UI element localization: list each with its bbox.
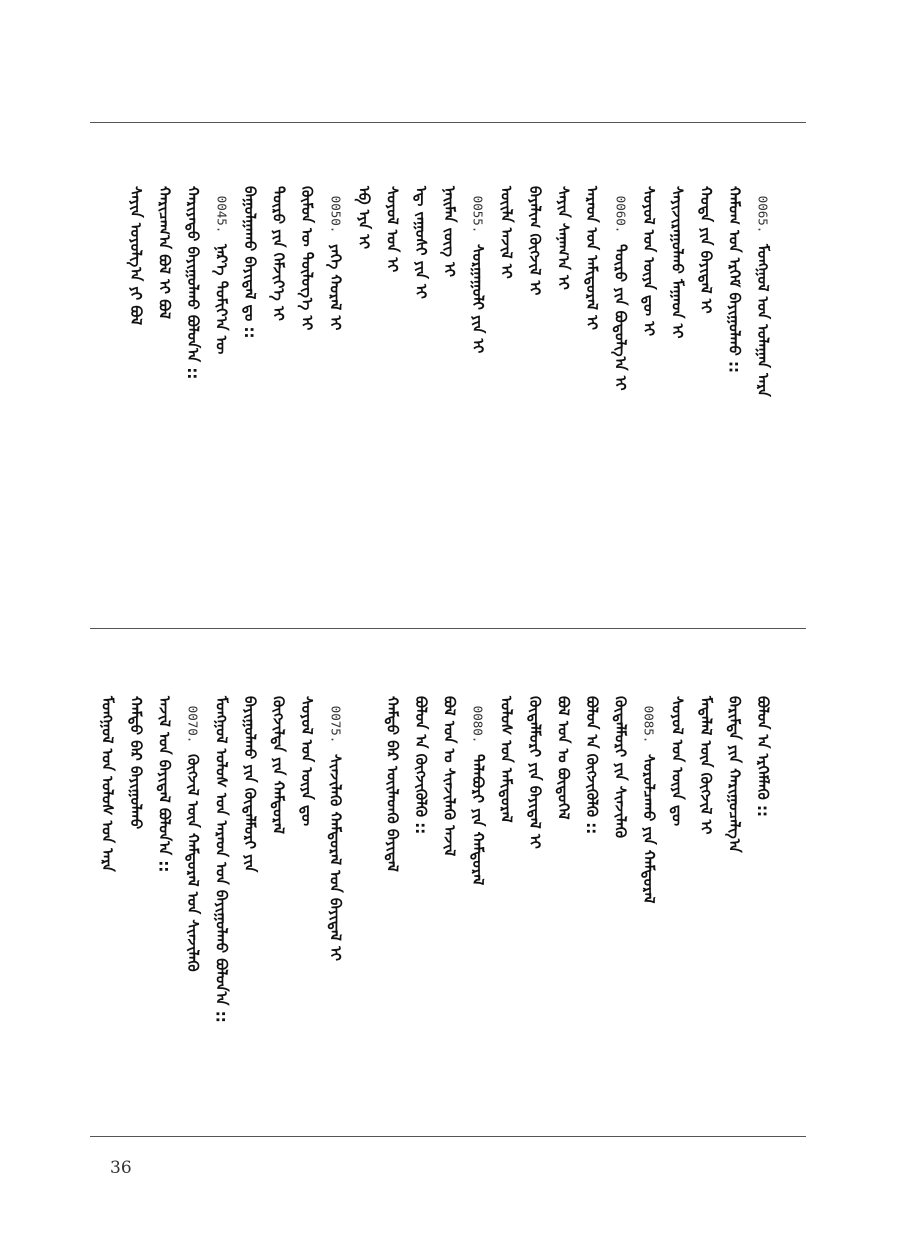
text-column — [636, 696, 662, 1116]
script-line-text: ᠠᠵᠢᠯ ᠤᠨ ᠪᠠᠶᠢᠳᠠᠯ ᠪᠣᠯᠤᠨ᠎ᠠ :: — [155, 696, 174, 873]
text-column — [665, 186, 691, 606]
text-column — [152, 696, 178, 1116]
text-column — [380, 696, 406, 1116]
script-line-text: ᠠᠷᠠᠳ ᠤᠨ ᠠᠮᠢᠳᠤᠷᠠᠯ ᠢ — [583, 186, 601, 331]
text-column — [408, 186, 434, 606]
top-text-panel — [96, 186, 776, 606]
line-number-text: 0070. — [185, 705, 201, 743]
script-line-text: ᠬᠠᠮᠤᠭ ᠤᠨ ᠡᠷᠬᠡᠮ ᠪᠠᠶᠢᠭᠤᠯᠬᠤ :: — [725, 186, 744, 373]
text-column — [95, 696, 121, 1116]
script-line-text: ᠬᠥᠳᠡᠯᠮᠦᠷᠢ ᠶᠢᠨ ᠪᠠᠶᠢᠳᠠᠯ ᠢ — [526, 696, 544, 849]
script-line — [351, 696, 377, 1116]
text-column — [266, 696, 292, 1116]
text-column — [608, 696, 634, 1116]
script-line-text: ᠬᠠᠮᠲᠤ ᠪᠠᠷ ᠦᠢᠯᠡᠳᠬᠦ ᠪᠠᠶᠢᠳᠠᠯ — [383, 696, 402, 872]
text-column — [494, 186, 520, 606]
script-line — [693, 696, 719, 1116]
script-line-text: ᠪᠠᠷᠢᠮᠲᠠ ᠶᠢᠨ ᠬᠠᠷᠢᠭᠤᠴᠠᠯᠭ᠎ᠠ — [725, 696, 744, 853]
script-line — [323, 754, 349, 1116]
script-line-text: ᠪᠣᠯᠤᠨ ᠠ ᠬᠥᠭᠵᠢᠭᠦᠯᠬᠦ :: — [583, 696, 601, 835]
script-line — [636, 186, 662, 606]
script-line-text: ᠬᠥᠳᠡᠯᠮᠦᠷᠢ ᠶᠢᠨ ᠰᠢᠨᠵᠢᠯᠡᠬᠦ — [611, 696, 630, 839]
text-column — [465, 186, 491, 606]
script-line — [408, 186, 434, 606]
script-line — [608, 696, 634, 1116]
script-line — [636, 754, 662, 1116]
script-line — [465, 754, 491, 1116]
script-line-text: ᠪᠣᠯ ᠤᠨ ᠤ ᠰᠢᠨᠵᠢᠯᠡᠬᠦ ᠠᠵᠢᠯ — [440, 696, 459, 857]
script-line-text: ᠰᠠᠶᠢᠵᠢᠷᠠᠭᠤᠯᠬᠤ ᠮᠠᠭᠠᠳ ᠢ — [668, 186, 687, 339]
text-column — [323, 186, 349, 606]
script-line — [152, 186, 178, 606]
bottom-rule — [90, 1136, 806, 1137]
text-column — [608, 186, 634, 606]
top-rule — [90, 122, 806, 123]
script-line — [437, 696, 463, 1116]
text-column — [294, 696, 320, 1116]
line-number-text: 0065. — [755, 195, 771, 233]
script-line-text: ᠬᠣᠲᠠ ᠶᠢᠨ ᠪᠠᠶᠢᠳᠠᠯ ᠢ — [697, 186, 715, 314]
script-line — [237, 186, 263, 606]
text-column — [209, 186, 235, 606]
line-number-text: 0045. — [214, 195, 230, 233]
line-number-text: 0055. — [470, 195, 486, 233]
text-column — [551, 186, 577, 606]
script-line-text: ᠦᠢᠯᠡ ᠠᠵᠢᠯ ᠢ — [497, 186, 516, 279]
script-line — [722, 696, 748, 1116]
script-line — [579, 186, 605, 606]
text-column — [522, 186, 548, 606]
script-line — [152, 696, 178, 1116]
text-column — [323, 696, 349, 1116]
script-line — [209, 244, 235, 606]
text-column — [494, 696, 520, 1116]
script-line — [608, 244, 634, 606]
script-line — [123, 696, 149, 1116]
script-line — [494, 696, 520, 1116]
script-line-text: ᠪᠣᠯᠤᠨ ᠠ ᠡᠷᠬᠡᠮᠯᠡᠬᠦ :: — [754, 696, 772, 817]
script-line-text: ᠪᠣᠯᠤᠨ ᠠ ᠬᠥᠭᠵᠢᠭᠦᠯᠬᠦ :: — [412, 696, 430, 835]
line-number — [465, 186, 491, 242]
text-column — [636, 186, 662, 606]
text-column — [180, 696, 206, 1116]
text-column — [152, 186, 178, 606]
script-line-text: ᠰᠣᠶᠣᠯ ᠤᠨ ᠦᠶᠡ ᠳᠦ — [668, 696, 687, 827]
text-column — [750, 696, 776, 1116]
script-line — [722, 186, 748, 606]
script-line — [180, 754, 206, 1116]
script-line-text: ᠰᠤᠷᠤᠯᠴᠠᠬᠤ ᠶᠢᠨ ᠬᠠᠮᠲᠤᠷᠠᠯ — [640, 754, 658, 904]
text-column — [209, 696, 235, 1116]
script-line — [665, 186, 691, 606]
bottom-text-panel — [96, 696, 776, 1116]
line-number — [323, 696, 349, 752]
script-line — [465, 244, 491, 606]
text-column — [522, 696, 548, 1116]
text-column — [351, 186, 377, 606]
text-column — [693, 696, 719, 1116]
script-line-text: ᠶᠡᠬᠡ ᠬᠤᠷᠠᠯ ᠢ — [326, 244, 345, 331]
script-line-text: ᠨᠡᠷ᠎ᠡ ᠲᠣᠮᠢᠶ᠎ᠠ ᠦ — [212, 244, 231, 355]
line-number — [750, 186, 776, 242]
script-line — [209, 696, 235, 1116]
script-line-text: ᠬᠠᠷᠢᠶᠠᠲᠤ ᠪᠠᠶᠢᠭᠤᠯᠬᠤ ᠪᠣᠯᠤᠨ᠎ᠠ :: — [184, 186, 202, 380]
script-line — [494, 186, 520, 606]
script-line-text: ᠰᠠᠶᠢᠨ ᠰᠠᠨᠠᠭ᠎ᠠ ᠢ — [554, 186, 573, 290]
text-column — [180, 186, 206, 606]
text-column — [579, 186, 605, 606]
script-line — [294, 186, 320, 606]
script-line-text: ᠮᠣᠩᠭᠣᠯ ᠤᠯᠤᠰ ᠤᠨ ᠠᠷᠠᠳ ᠤᠨ ᠪᠠᠶᠢᠭᠤᠯᠬᠤ ᠪᠣᠯᠤᠨ᠎ᠠ :: — [212, 696, 231, 1023]
text-column — [294, 186, 320, 606]
script-line — [750, 244, 776, 606]
script-line — [693, 186, 719, 606]
script-line — [123, 186, 149, 606]
script-line — [266, 696, 292, 1116]
script-line-text: ᠬᠠᠷᠢᠴᠠᠭ᠎ᠠ ᠪᠣᠯ ᠢ ᠪᠣᠯ — [155, 186, 174, 320]
text-column — [722, 696, 748, 1116]
script-line-text: ᠰᠠᠶᠢᠨ ᠤᠶᠤᠯᠭ᠎ᠠ ᠶᠢ ᠪᠣᠯ — [127, 186, 145, 326]
line-number — [209, 186, 235, 242]
line-number-text: 0085. — [641, 705, 657, 743]
line-number — [465, 696, 491, 752]
script-line — [266, 186, 292, 606]
text-column — [380, 186, 406, 606]
script-line — [579, 696, 605, 1116]
script-line-text: ᠮᠡᠳᠡᠯᠡᠯ ᠦᠨ ᠬᠥᠭᠵᠢᠯ ᠢ — [697, 696, 715, 835]
text-column — [579, 696, 605, 1116]
script-line-text: ᠰᠣᠶᠣᠯ ᠤᠨ ᠢ — [383, 186, 402, 273]
script-line — [551, 186, 577, 606]
line-number — [180, 696, 206, 752]
script-line-text: ᠡᠪ ᠡᠶᠡ ᠢ — [355, 186, 373, 250]
script-line-text: ᠰᠣᠶᠣᠯ ᠤᠨ ᠦᠶᠡ ᠳᠦ — [298, 696, 316, 827]
script-line — [750, 696, 776, 1116]
script-line-text: ᠲᠠᠯᠠᠪᠤᠷᠢ ᠶᠢᠨ ᠬᠠᠮᠲᠤᠷᠠᠯ — [469, 754, 487, 886]
script-line — [408, 696, 434, 1116]
script-line-text: ᠬᠥᠭᠵᠢᠯᠲᠡ ᠶᠢᠨ ᠬᠠᠮᠲᠤᠷᠠᠯ — [269, 696, 288, 835]
script-line-text: ᠮᠣᠩᠭᠣᠯ ᠤᠨ ᠤᠯᠠᠭᠠᠨ ᠠᠷᠠ — [754, 244, 772, 397]
script-line-text: ᠪᠣᠯ ᠤᠨ ᠤ ᠪᠦᠲᠦᠭᠡᠯ — [554, 696, 573, 820]
script-line — [95, 696, 121, 1116]
text-column — [665, 696, 691, 1116]
script-line-text: ᠬᠠᠮᠲᠤ ᠪᠠᠷ ᠪᠠᠶᠢᠭᠤᠯᠬᠤ — [127, 696, 145, 830]
script-line-text: ᠬᠦᠮᠦᠨ ᠦ ᠲᠥᠯᠦᠭ᠎ᠡ ᠢ — [298, 186, 316, 331]
script-line-text: ᠰᠤᠷᠭᠠᠭᠤᠯᠢ ᠶᠢᠨ ᠢ — [469, 244, 487, 354]
text-column — [750, 186, 776, 606]
script-line-text: ᠲᠦᠷᠦ ᠶᠢᠨ ᠪᠣᠳᠤᠯᠭ᠎ᠠ ᠢ — [611, 244, 630, 391]
script-line-text: ᠤᠯᠤᠰ ᠤᠨ ᠠᠮᠢᠳᠤᠷᠠᠯ — [497, 696, 516, 823]
script-line-text: ᠬᠥᠭᠵᠢᠯ ᠦᠨ ᠬᠠᠮᠲᠤᠷᠠᠯ ᠤᠨ ᠰᠢᠨᠵᠢᠯᠡᠬᠦ — [184, 754, 202, 972]
line-number — [323, 186, 349, 242]
text-column — [237, 186, 263, 606]
script-line-text: ᠨᠠᠢᠮᠠᠨ ᠵᠦᠭ ᠢ — [440, 186, 459, 278]
script-line-text: ᠪᠠᠭᠤᠯᠭᠠᠬᠤ ᠪᠠᠶᠢᠳᠠᠯ ᠳᠤ :: — [241, 186, 259, 339]
text-column — [266, 186, 292, 606]
text-column — [437, 696, 463, 1116]
text-column — [408, 696, 434, 1116]
script-line — [323, 244, 349, 606]
text-column — [437, 186, 463, 606]
script-line-text: ᠪᠠᠶᠠᠯᠢᠭ ᠬᠥᠭᠵᠢᠯ ᠢ — [526, 186, 544, 296]
text-column — [722, 186, 748, 606]
script-line — [380, 696, 406, 1116]
script-line-text: ᠰᠣᠶᠣᠯ ᠤᠨ ᠦᠶᠡ ᠳᠦ ᠢ — [640, 186, 658, 337]
line-number — [608, 186, 634, 242]
text-column — [123, 696, 149, 1116]
middle-rule — [90, 628, 806, 629]
script-line-text: ᠮᠣᠩᠭᠣᠯ ᠤᠨ ᠤᠯᠤᠰ ᠤᠨ ᠠᠷᠠ — [98, 696, 117, 872]
script-line — [237, 696, 263, 1116]
line-number-text: 0075. — [328, 705, 344, 743]
text-column — [551, 696, 577, 1116]
text-column — [123, 186, 149, 606]
script-line — [380, 186, 406, 606]
text-column — [465, 696, 491, 1116]
script-line — [437, 186, 463, 606]
script-line-text: ᠪᠠᠶᠢᠭᠤᠯᠬᠤ ᠶᠢᠨ ᠬᠥᠳᠡᠯᠮᠦᠷᠢ ᠶᠢᠨ — [241, 696, 259, 873]
script-line — [522, 186, 548, 606]
script-line-text: ᠲᠥᠷᠥ ᠶᠢᠨ ᠬᠡᠮᠵᠢᠶ᠎ᠡ ᠢ — [269, 186, 288, 321]
script-line — [294, 696, 320, 1116]
text-column — [693, 186, 719, 606]
line-number-text: 0050. — [328, 195, 344, 233]
script-line-text: ᠡᠳ᠋ ᠵᠠᠭᠤᠰᠢ ᠶᠢᠨ ᠢ — [412, 186, 430, 299]
script-line — [522, 696, 548, 1116]
line-number-text: 0080. — [470, 705, 486, 743]
script-line — [351, 186, 377, 606]
line-number — [636, 696, 662, 752]
script-line — [665, 696, 691, 1116]
page-number: 36 — [110, 1158, 132, 1178]
script-line-text: ᠰᠢᠨᠵᠢᠯᠡᠬᠦ ᠬᠠᠮᠲᠤᠷᠠᠯ ᠤᠨ ᠪᠠᠶᠢᠳᠠᠯ ᠢ — [326, 754, 345, 961]
text-column — [351, 696, 377, 1116]
script-line — [180, 186, 206, 606]
script-line — [551, 696, 577, 1116]
line-number-text: 0060. — [613, 195, 629, 233]
text-column — [237, 696, 263, 1116]
